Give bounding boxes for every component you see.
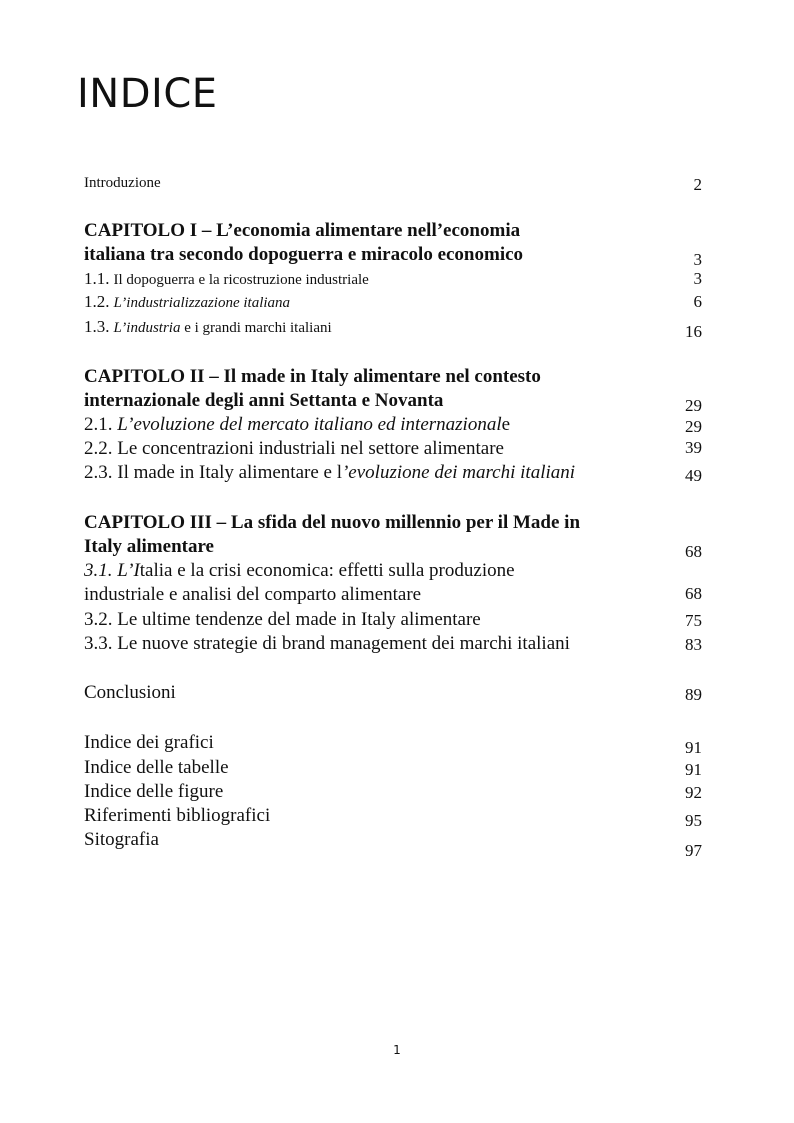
toc-page: 3 — [693, 250, 702, 269]
toc-chapter-title-cont: Italy alimentare — [84, 536, 214, 557]
toc-label: Sitografia — [84, 829, 159, 850]
toc-label: Introduzione — [84, 175, 161, 191]
toc-chapter-title: CAPITOLO I – L’economia alimentare nell’economia — [84, 220, 521, 241]
toc-page: 83 — [685, 635, 702, 654]
toc-page: 97 — [685, 841, 702, 860]
toc-section-title: L’industrializzazione italiana — [113, 295, 291, 311]
toc-page: 75 — [685, 611, 702, 630]
toc-section-title-rest: e — [501, 414, 511, 435]
toc-page: 68 — [685, 542, 702, 561]
toc-section-title-italic: L’evoluzione del mercato italiano ed internazional — [117, 414, 502, 435]
toc-chapter-title: CAPITOLO III – La sfida del nuovo millennio per il Made in — [84, 512, 581, 533]
toc-section-title: 3.2. Le ultime tendenze del made in Italy alimentare — [84, 609, 481, 630]
toc-section-title-rest: e i grandi marchi italiani — [180, 320, 332, 336]
toc-section-title-italic: ’evoluzione dei marchi italiani — [341, 462, 576, 483]
toc-label: Indice delle tabelle — [84, 757, 229, 778]
toc-chapter-title-cont: internazionale degli anni Settanta e Novanta — [84, 390, 444, 411]
toc-page: 91 — [685, 760, 702, 779]
toc-section-title: 2.3. Il made in Italy alimentare e l — [84, 462, 342, 483]
toc-page: 89 — [685, 685, 702, 704]
toc-page: 39 — [685, 438, 702, 457]
toc-label: Riferimenti bibliografici — [84, 805, 271, 826]
toc-section-title-italic: 3.1. L’I — [84, 560, 140, 581]
toc-section-title-cont: industriale e analisi del comparto alimentare — [84, 584, 422, 605]
toc-section-title: 2.2. Le concentrazioni industriali nel settore alimentare — [84, 438, 504, 459]
toc-section-title-italic: L’industria — [113, 320, 181, 336]
toc-page: 29 — [685, 417, 702, 436]
toc-page: 91 — [685, 738, 702, 757]
toc-label: Indice dei grafici — [84, 732, 214, 753]
page-number: 1 — [393, 1043, 401, 1057]
toc-section-title: 3.3. Le nuove strategie di brand management dei marchi italiani — [84, 633, 570, 654]
toc-page: 3 — [693, 269, 702, 288]
page-title: INDICE — [77, 71, 218, 117]
toc-section-title: Il dopoguerra e la ricostruzione industriale — [113, 272, 369, 288]
toc-page: 29 — [685, 396, 702, 415]
toc-section-number: 2.1. — [84, 414, 118, 435]
toc-page: 68 — [685, 584, 702, 603]
toc-page: 16 — [685, 322, 702, 341]
toc-label: Conclusioni — [84, 682, 176, 703]
toc-section-number: 1.1. — [84, 269, 110, 288]
toc-chapter-title-cont: italiana tra secondo dopoguerra e miracolo economico — [84, 244, 524, 265]
toc-page: 92 — [685, 783, 702, 802]
toc-page: 95 — [685, 811, 702, 830]
toc-page: 49 — [685, 466, 702, 485]
toc-label: Indice delle figure — [84, 781, 224, 802]
toc-chapter-title: CAPITOLO II – Il made in Italy alimentare nel contesto — [84, 366, 541, 387]
toc-page: 2 — [693, 175, 702, 194]
toc-page: 6 — [693, 292, 702, 311]
toc-section-number: 1.2. — [84, 292, 110, 311]
toc-section-title-rest: talia e la crisi economica: effetti sulla produzione — [139, 560, 515, 581]
toc-section-number: 1.3. — [84, 317, 110, 336]
